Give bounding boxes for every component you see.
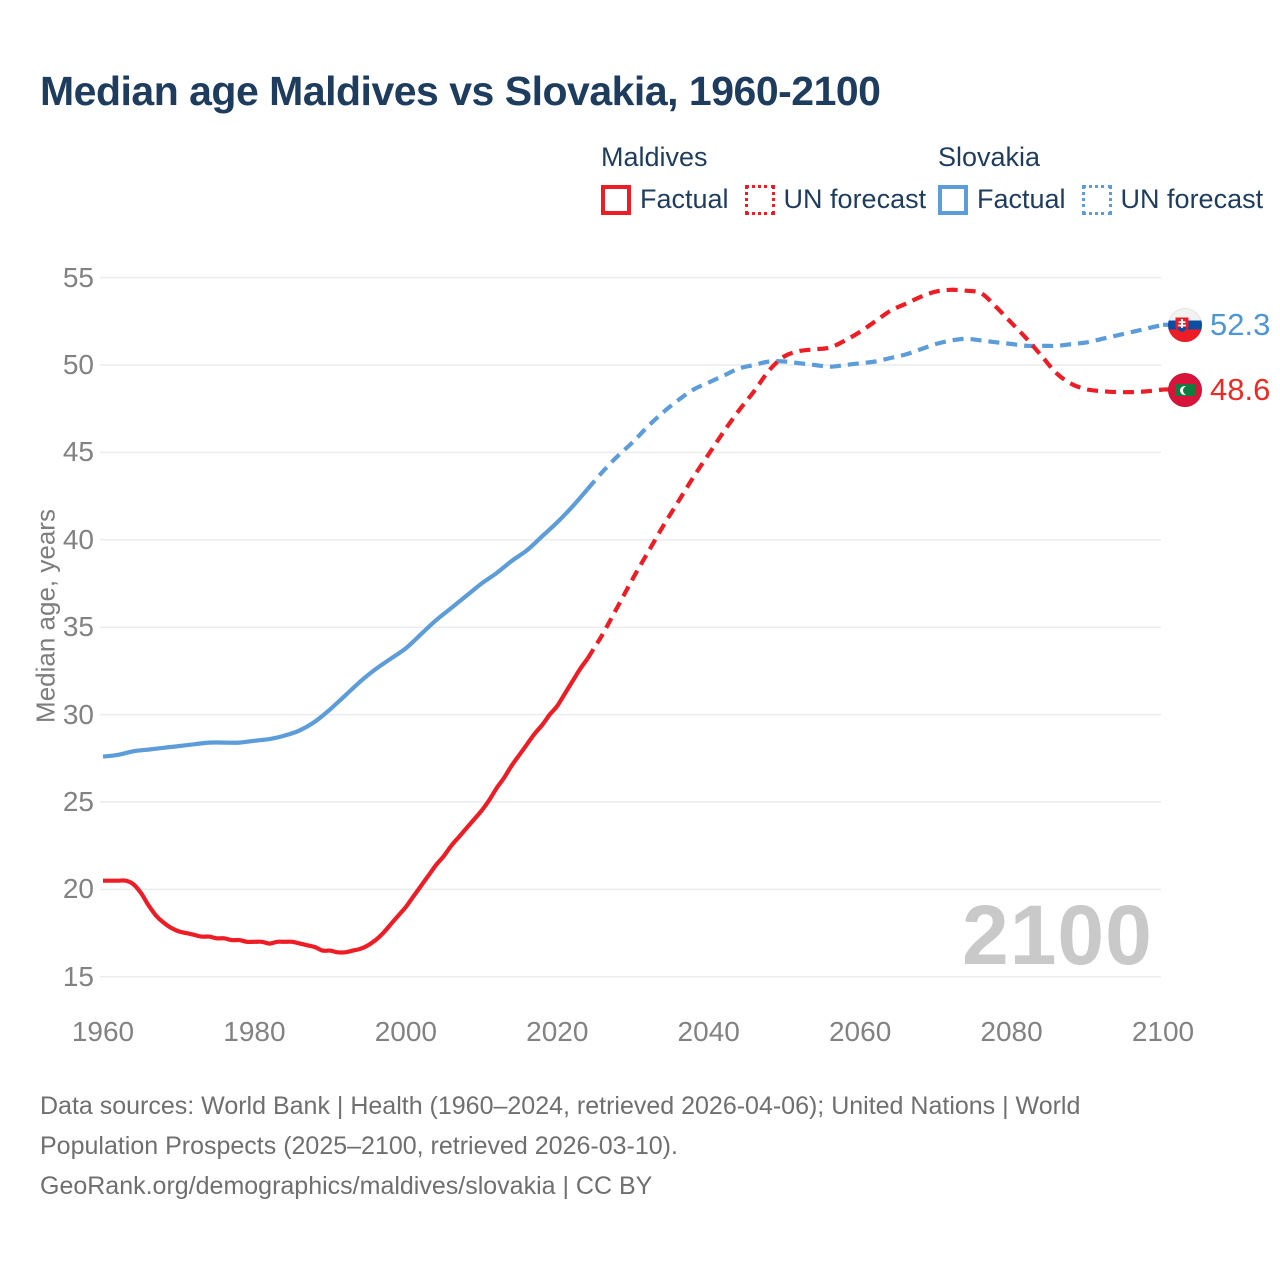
slovakia-forecast-swatch-icon bbox=[1082, 185, 1112, 215]
legend-group-maldives bbox=[601, 142, 926, 215]
legend-item-maldives-factual[interactable] bbox=[601, 184, 729, 215]
legend-item-slovakia-factual[interactable] bbox=[938, 184, 1066, 215]
legend-item-label: Factual bbox=[977, 184, 1066, 214]
y-tick-label-35: 35 bbox=[62, 611, 94, 643]
y-tick-label-25: 25 bbox=[62, 786, 94, 817]
y-tick-label-20: 20 bbox=[62, 873, 94, 905]
x-tick-label-1980: 1980 bbox=[223, 1016, 286, 1047]
y-tick-label-30: 30 bbox=[62, 698, 94, 730]
slovakia-end-value: 52.3 bbox=[1210, 307, 1271, 342]
end-label-maldives bbox=[1168, 373, 1270, 407]
legend-item-label: Factual bbox=[640, 184, 729, 214]
footer-line-3: GeoRank.org/demographics/maldives/slovakia | CC BY bbox=[40, 1172, 653, 1200]
series-maldives-factual bbox=[103, 659, 588, 953]
x-tick-label-2100: 2100 bbox=[1131, 1016, 1195, 1047]
data-sources-footer bbox=[40, 1086, 1080, 1206]
maldives-flag-green-field bbox=[1175, 384, 1195, 396]
maldives-factual-swatch-icon bbox=[601, 185, 631, 215]
y-tick-label-15: 15 bbox=[62, 960, 94, 992]
x-tick-label-2060: 2060 bbox=[828, 1016, 892, 1047]
y-tick-label-55: 55 bbox=[62, 261, 94, 293]
x-tick-label-1960: 1960 bbox=[71, 1016, 135, 1047]
legend-heading-slovakia: Slovakia bbox=[938, 142, 1041, 172]
y-axis-title: Median age, years bbox=[30, 509, 61, 723]
legend-item-label: UN forecast bbox=[1120, 184, 1264, 214]
y-tick-label-50: 50 bbox=[62, 349, 94, 380]
series-maldives-forecast bbox=[588, 290, 1163, 659]
x-tick-label-2000: 2000 bbox=[374, 1016, 437, 1047]
series-slovakia-factual bbox=[103, 489, 588, 756]
series-slovakia-forecast bbox=[588, 325, 1163, 489]
footer-line-2: Population Prospects (2025–2100, retrieved 2026-03-10). bbox=[40, 1132, 678, 1160]
legend-item-slovakia-forecast[interactable] bbox=[1082, 184, 1264, 215]
legend-items-maldives bbox=[601, 184, 926, 215]
maldives-end-value: 48.6 bbox=[1210, 372, 1271, 407]
legend-items-slovakia bbox=[938, 184, 1263, 215]
x-tick-label-2020: 2020 bbox=[526, 1016, 589, 1047]
y-tick-label-40: 40 bbox=[62, 523, 94, 555]
footer-line-1: Data sources: World Bank | Health (1960–2024, retrieved 2026-04-06); United Nations | World bbox=[40, 1092, 1081, 1120]
legend-group-slovakia bbox=[938, 142, 1263, 215]
maldives-forecast-swatch-icon bbox=[745, 185, 775, 215]
y-tick-label-45: 45 bbox=[62, 436, 94, 468]
x-tick-label-2040: 2040 bbox=[677, 1016, 740, 1047]
x-tick-label-2080: 2080 bbox=[980, 1016, 1043, 1047]
watermark-year: 2100 bbox=[962, 888, 1153, 982]
slovakia-factual-swatch-icon bbox=[938, 185, 968, 215]
page-title: Median age Maldives vs Slovakia, 1960-2100 bbox=[40, 68, 881, 114]
maldives-flag-icon bbox=[1168, 373, 1202, 407]
legend-item-maldives-forecast[interactable] bbox=[745, 184, 927, 215]
legend-item-label: UN forecast bbox=[783, 184, 927, 214]
slovakia-flag-icon bbox=[1168, 308, 1202, 342]
legend-heading-maldives: Maldives bbox=[601, 142, 708, 172]
slovakia-coat-of-arms bbox=[1175, 317, 1189, 333]
end-label-slovakia bbox=[1168, 308, 1270, 342]
